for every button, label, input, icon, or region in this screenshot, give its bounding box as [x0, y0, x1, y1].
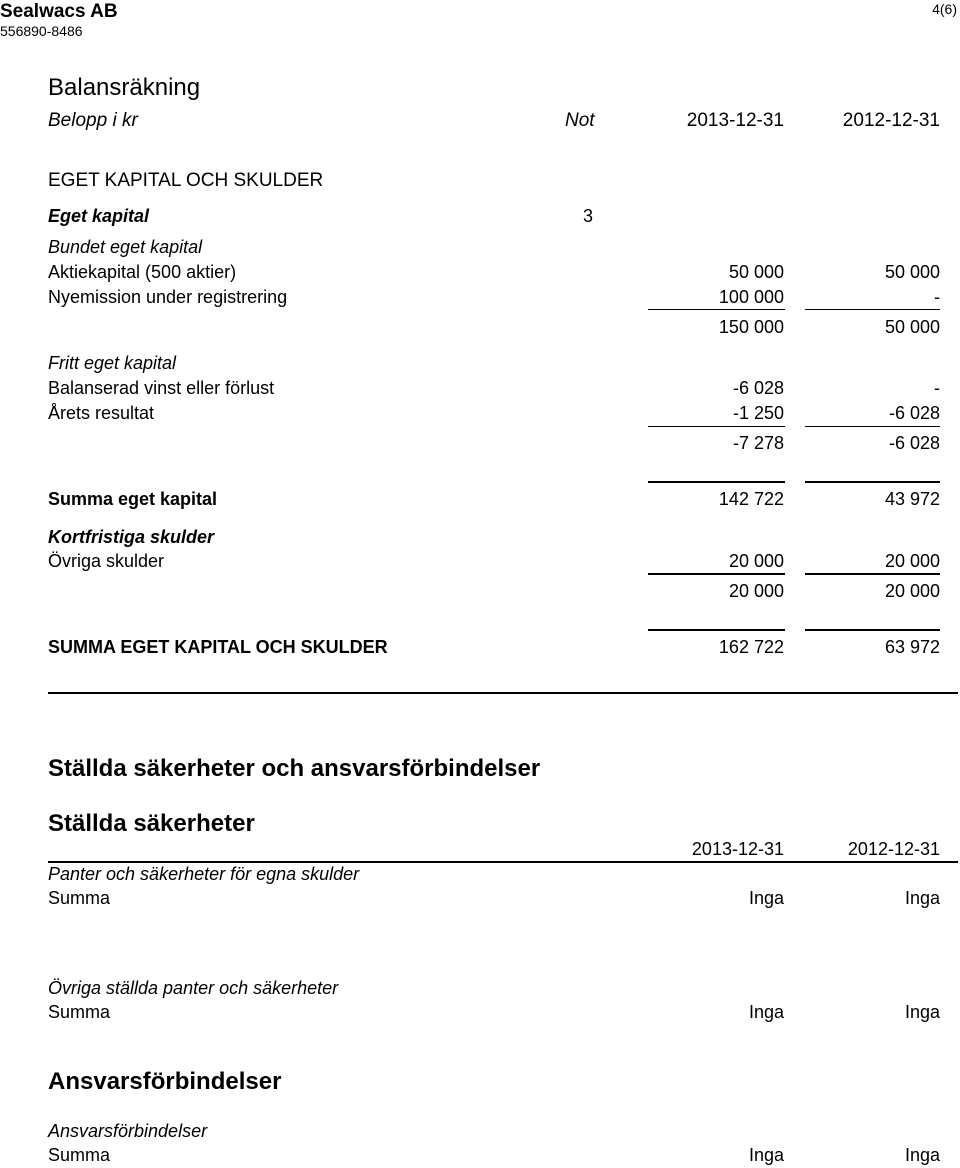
- short-term-total-2013: 20 000: [728, 581, 784, 601]
- restricted-total-2013: 150 000: [718, 317, 784, 337]
- page-title: Balansräkning: [48, 74, 201, 101]
- row-value-2012: Inga: [904, 888, 940, 908]
- company-name: Sealwacs AB: [0, 1, 118, 22]
- row-value-2013: Inga: [748, 1002, 784, 1022]
- subtotal-rule: [805, 426, 940, 427]
- unrestricted-total-2013: -7 278: [732, 433, 784, 453]
- pledged-subtitle: Ställda säkerheter: [48, 810, 255, 837]
- equity-note-ref: 3: [583, 206, 594, 226]
- page-number: 4(6): [932, 1, 957, 17]
- row-label: Årets resultat: [48, 403, 155, 423]
- grand-total-label: SUMMA EGET KAPITAL OCH SKULDER: [48, 637, 388, 657]
- row-label: Balanserad vinst eller förlust: [48, 378, 275, 398]
- col-header-2012: 2012-12-31: [842, 110, 940, 131]
- col-header-2013: 2013-12-31: [686, 110, 784, 131]
- row-value-2012: -6 028: [888, 403, 940, 423]
- row-value-2012: Inga: [904, 1145, 940, 1165]
- row-label: Aktiekapital (500 aktier): [48, 262, 237, 282]
- row-value-2013: Inga: [748, 888, 784, 908]
- pledged-title: Ställda säkerheter och ansvarsförbindelser: [48, 755, 541, 782]
- unrestricted-total-2012: -6 028: [888, 433, 940, 453]
- row-value-2012: -: [934, 378, 940, 398]
- subtotal-rule: [648, 426, 785, 427]
- equity-total-label: Summa eget kapital: [48, 489, 218, 509]
- row-value-2012: 20 000: [884, 551, 940, 571]
- row-value-2013: -6 028: [732, 378, 784, 398]
- org-number: 556890-8486: [0, 23, 83, 39]
- pledged-header-rule: [48, 861, 958, 863]
- pledged-col-2013: 2013-12-31: [691, 839, 784, 859]
- grand-total-2013: 162 722: [718, 637, 784, 657]
- restricted-heading: Bundet eget kapital: [48, 237, 203, 257]
- other-pledges-heading: Övriga ställda panter och säkerheter: [48, 978, 339, 998]
- pledged-col-2012: 2012-12-31: [847, 839, 940, 859]
- subtotal-rule: [805, 309, 940, 310]
- row-value-2012: -: [934, 287, 940, 307]
- equity-total-2012: 43 972: [884, 489, 940, 509]
- grand-total-2012: 63 972: [884, 637, 940, 657]
- own-pledges-heading: Panter och säkerheter för egna skulder: [48, 864, 360, 884]
- row-value-2012: Inga: [904, 1002, 940, 1022]
- row-value-2013: 50 000: [728, 262, 784, 282]
- row-label: Nyemission under registrering: [48, 287, 288, 307]
- row-value-2013: Inga: [748, 1145, 784, 1165]
- section-heading: EGET KAPITAL OCH SKULDER: [48, 170, 324, 191]
- total-rule: [648, 481, 785, 483]
- subtotal-rule: [648, 573, 785, 575]
- short-term-heading: Kortfristiga skulder: [48, 527, 215, 547]
- row-value-2013: -1 250: [732, 403, 784, 423]
- total-rule: [805, 629, 940, 631]
- total-rule: [805, 481, 940, 483]
- short-term-total-2012: 20 000: [884, 581, 940, 601]
- section-divider: [48, 692, 958, 694]
- unrestricted-heading: Fritt eget kapital: [48, 353, 177, 373]
- col-header-note: Not: [565, 110, 595, 131]
- contingent-title: Ansvarsförbindelser: [48, 1068, 282, 1095]
- row-label: Summa: [48, 1002, 111, 1022]
- subtotal-rule: [648, 309, 785, 310]
- total-rule: [648, 629, 785, 631]
- equity-heading: Eget kapital: [48, 206, 150, 226]
- contingent-heading: Ansvarsförbindelser: [48, 1121, 208, 1141]
- restricted-total-2012: 50 000: [884, 317, 940, 337]
- row-label: Summa: [48, 1145, 111, 1165]
- row-value-2013: 20 000: [728, 551, 784, 571]
- col-header-amount: Belopp i kr: [48, 110, 138, 131]
- row-value-2012: 50 000: [884, 262, 940, 282]
- row-label: Summa: [48, 888, 111, 908]
- equity-total-2013: 142 722: [718, 489, 784, 509]
- row-value-2013: 100 000: [718, 287, 784, 307]
- subtotal-rule: [805, 573, 940, 575]
- row-label: Övriga skulder: [48, 551, 165, 571]
